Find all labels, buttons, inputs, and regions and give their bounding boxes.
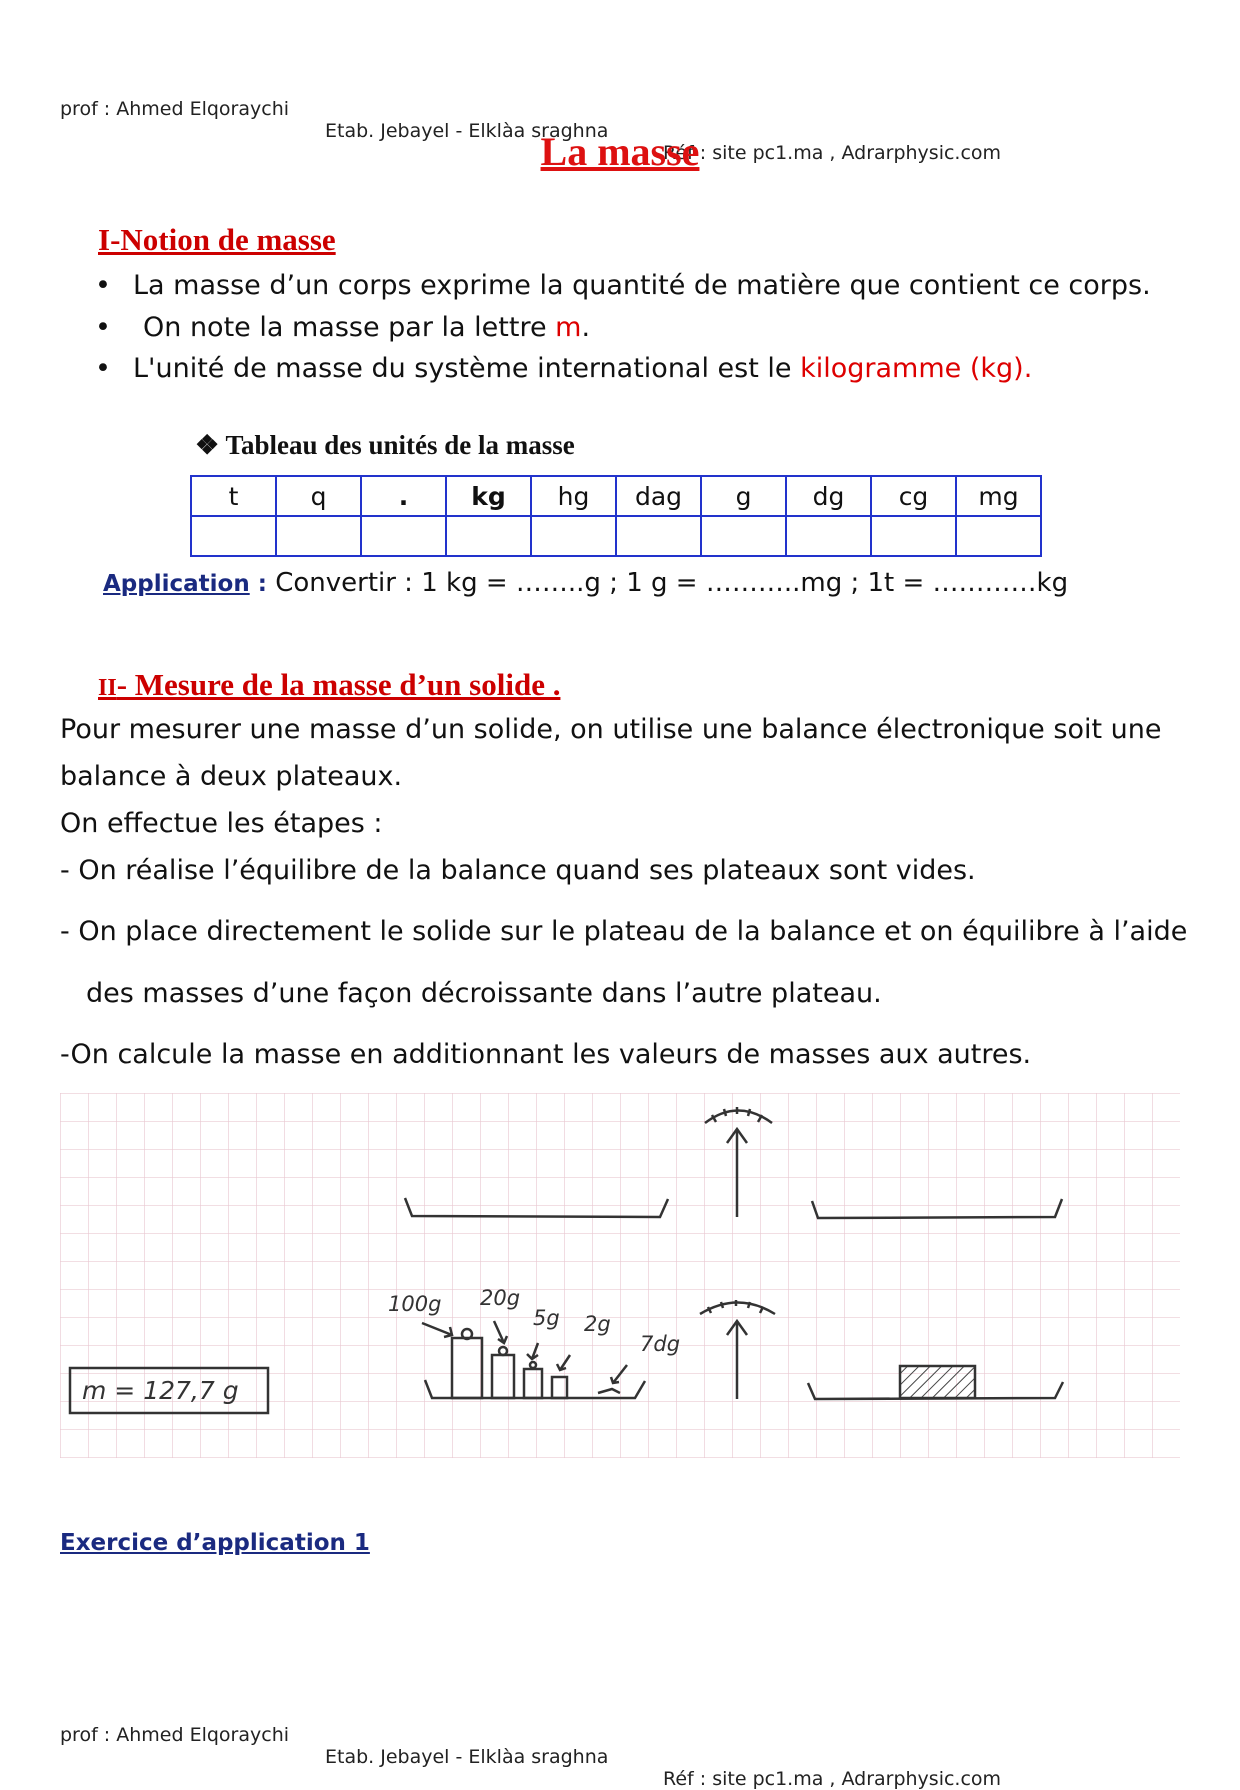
exercise-heading: Exercice d’application 1: [60, 1530, 370, 1556]
footer-author: prof : Ahmed Elqoraychi: [60, 1724, 290, 1746]
units-table: [190, 475, 1042, 557]
s2-line-6: des masses d’une façon décroissante dans l’autre plateau.: [86, 978, 882, 1009]
unit-cell: dag: [616, 476, 701, 516]
footer-school: Etab. Jebayel - Elklàa sraghna: [325, 1746, 609, 1768]
s2-line-1: Pour mesurer une masse d’un solide, on utilise une balance électronique soit une: [60, 714, 1162, 745]
page-footer: [60, 1702, 1002, 1790]
result-text: m = 127,7 g: [82, 1376, 239, 1405]
page-title: La masse: [540, 129, 700, 174]
bullet-1-text: La masse d’un corps exprime la quantité de matière que contient ce corps.: [133, 270, 1151, 301]
unit-cell: g: [701, 476, 786, 516]
empty-cell: [191, 516, 276, 556]
empty-cell: [531, 516, 616, 556]
header-ref: Réf : site pc1.ma , Adrarphysic.com: [663, 142, 1002, 164]
unit-cell: dg: [786, 476, 871, 516]
application-text: Convertir : 1 kg = ……..g ; 1 g = ………..mg ; 1t = …………kg: [266, 568, 1069, 598]
label-7dg: 7dg: [640, 1332, 681, 1356]
empty-cell: [276, 516, 361, 556]
unit-cell: cg: [871, 476, 956, 516]
empty-cell: [446, 516, 531, 556]
solid-object: [900, 1366, 975, 1398]
application-line: [103, 568, 1068, 598]
unit-kg: kilogramme (kg).: [800, 353, 1033, 384]
label-20g: 20g: [480, 1286, 521, 1310]
unit-cell: .: [361, 476, 446, 516]
table-title: ❖ Tableau des unités de la masse: [195, 430, 575, 460]
section2-heading: [98, 667, 560, 703]
empty-row: [191, 516, 1041, 556]
s2-line-4: - On réalise l’équilibre de la balance quand ses plateaux sont vides.: [60, 855, 976, 886]
header-author: prof : Ahmed Elqoraychi: [60, 98, 290, 120]
unit-cell: t: [191, 476, 276, 516]
footer-ref: Réf : site pc1.ma , Adrarphysic.com: [663, 1768, 1002, 1790]
s2-line-2: balance à deux plateaux.: [60, 761, 403, 792]
bullet-3-text: L'unité de masse du système international est le: [133, 353, 801, 384]
unit-cell: mg: [956, 476, 1041, 516]
label-100g: 100g: [388, 1292, 442, 1316]
section1-heading: I-Notion de masse: [98, 222, 336, 257]
bullet-2-text: On note la masse par la lettre: [143, 312, 556, 343]
empty-cell: [956, 516, 1041, 556]
s2-line-5: - On place directement le solide sur le plateau de la balance et on équilibre à l’aide: [60, 916, 1188, 947]
header-school: Etab. Jebayel - Elklàa sraghna: [325, 120, 609, 142]
unit-cell: hg: [531, 476, 616, 516]
section2-number: II: [98, 675, 117, 701]
label-2g: 2g: [584, 1312, 611, 1336]
section2-title: - Mesure de la masse d’un solide .: [116, 667, 561, 702]
unit-cell: q: [276, 476, 361, 516]
empty-cell: [616, 516, 701, 556]
unit-cell: kg: [446, 476, 531, 516]
units-row: [191, 476, 1041, 516]
application-label: Application: [103, 571, 250, 597]
s2-line-3: On effectue les étapes :: [60, 808, 383, 839]
letter-m: m: [555, 312, 582, 343]
empty-cell: [361, 516, 446, 556]
empty-cell: [701, 516, 786, 556]
application-colon: :: [249, 571, 267, 597]
s2-line-7: -On calcule la masse en additionnant les valeurs de masses aux autres.: [60, 1039, 1032, 1070]
empty-cell: [871, 516, 956, 556]
empty-cell: [786, 516, 871, 556]
balance-drawing: [60, 1093, 1180, 1458]
label-5g: 5g: [533, 1306, 560, 1330]
